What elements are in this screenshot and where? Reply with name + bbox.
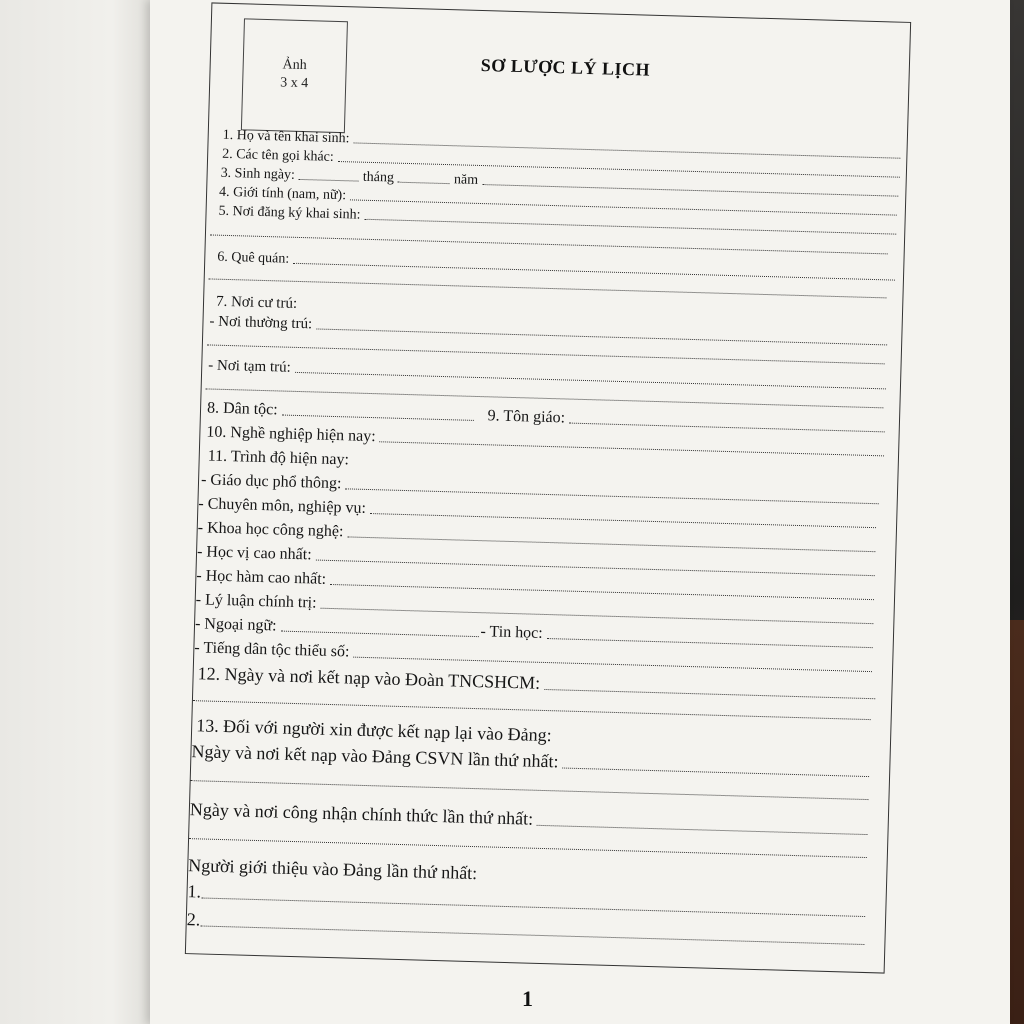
- field-youth-union: 12. Ngày và nơi kết nạp vào Đoàn TNCSHCM:: [193, 663, 895, 704]
- fill-line[interactable]: [537, 825, 867, 835]
- field-occupation: 10. Nghề nghiệp hiện nay:: [200, 423, 904, 461]
- field-first-party-admission: Ngày và nơi kết nạp vào Đảng CSVN lần thứ nhất:: [191, 741, 889, 781]
- fill-day[interactable]: [299, 179, 359, 182]
- fill-line[interactable]: [189, 838, 867, 858]
- fill-religion[interactable]: [569, 423, 885, 433]
- field-general-education: - Giáo dục phổ thông:: [199, 471, 899, 509]
- field-languages-it: - Ngoại ngữ: - Tin học:: [195, 615, 893, 652]
- page-number: 1: [522, 986, 533, 1011]
- field-temporary-residence: - Nơi tạm trú:: [202, 357, 906, 394]
- form-frame: [185, 2, 911, 973]
- field-introducer-1: 1.: [187, 881, 885, 921]
- field-birth-date: 3. Sinh ngày: tháng năm: [207, 165, 918, 201]
- field-full-name: 1. Họ và tên khai sinh:: [208, 127, 920, 163]
- field-highest-degree: - Học vị cao nhất:: [197, 543, 895, 580]
- fill-it[interactable]: [547, 638, 873, 648]
- fill-line[interactable]: [191, 780, 869, 800]
- fill-line[interactable]: [544, 689, 875, 699]
- field-gender: 4. Giới tính (nam, nữ):: [207, 184, 917, 220]
- field-highest-title: - Học hàm cao nhất:: [196, 567, 894, 604]
- field-minority-language: - Tiếng dân tộc thiểu số:: [194, 639, 892, 676]
- field-hometown: 6. Quê quán:: [205, 249, 915, 285]
- field-permanent-residence: - Nơi thường trú:: [203, 313, 907, 350]
- fill-line[interactable]: [200, 925, 864, 945]
- field-science-technology: - Khoa học công nghệ:: [197, 519, 895, 556]
- photo-label: Ảnh: [282, 57, 307, 74]
- photo-size: 3 x 4: [279, 75, 309, 92]
- form-page: [150, 0, 1010, 1024]
- fill-foreign-language[interactable]: [280, 631, 478, 638]
- field-other-names: 2. Các tên gọi khác:: [208, 146, 920, 182]
- field-first-introducers: Người giới thiệu vào Đảng lần thứ nhất:: [188, 855, 478, 884]
- field-introducer-2: 2.: [187, 909, 885, 949]
- form-title: SƠ LƯỢC LÝ LỊCH: [480, 54, 651, 80]
- field-ethnicity-religion: 8. Dân tộc: 9. Tôn giáo:: [201, 399, 905, 437]
- field-birth-registration: 5. Nơi đăng ký khai sinh:: [206, 203, 916, 239]
- field-readmission: 13. Đối với người xin được kết nạp lại vào Đảng:: [195, 715, 552, 746]
- field-education: 11. Trình độ hiện nay:: [207, 447, 350, 469]
- field-residence: 7. Nơi cư trú:: [215, 293, 298, 312]
- field-first-official-recognition: Ngày và nơi công nhận chính thức lần thứ nhất:: [190, 799, 888, 839]
- fill-ethnicity[interactable]: [282, 415, 474, 421]
- field-specialization: - Chuyên môn, nghiệp vụ:: [198, 495, 896, 532]
- photo-box: [241, 18, 348, 133]
- field-political-theory: - Lý luận chính trị:: [195, 591, 893, 628]
- fill-month[interactable]: [398, 182, 450, 184]
- fill-line[interactable]: [562, 768, 869, 778]
- left-page: [0, 0, 160, 1024]
